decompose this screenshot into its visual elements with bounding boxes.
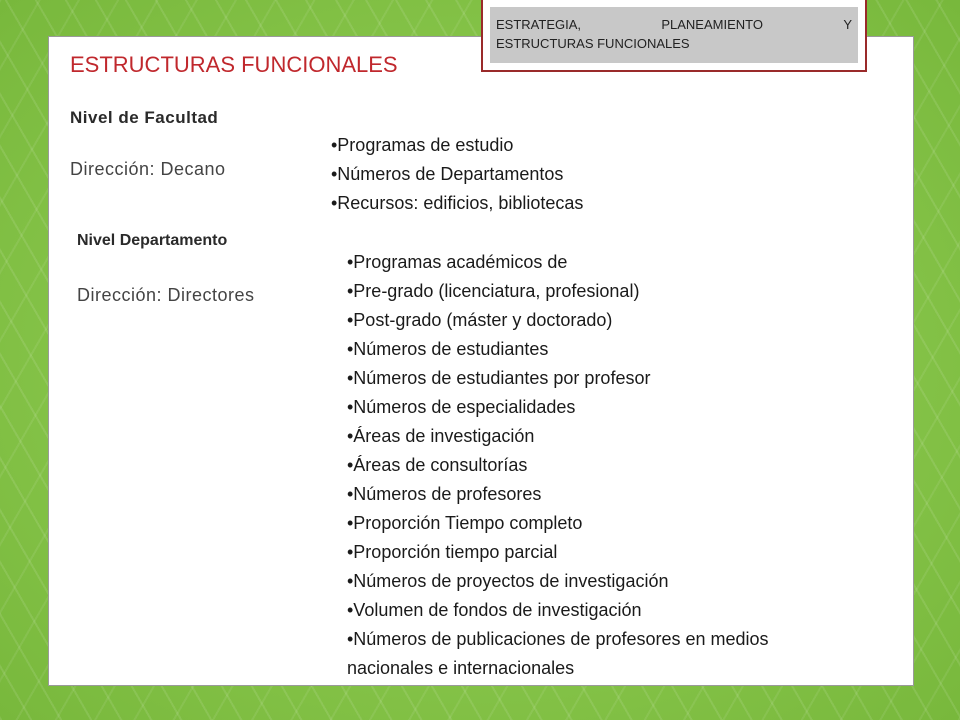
list-item: •Números de Departamentos [331,164,564,184]
list-item: •Números de proyectos de investigación [347,571,669,591]
list-item: •Programas académicos de [347,252,568,272]
slide-title: ESTRUCTURAS FUNCIONALES [70,52,398,77]
departamento-list [347,248,827,683]
list-item: •Números de especialidades [347,397,576,417]
header-word: PLANEAMIENTO [661,17,763,32]
header-line-1 [496,15,852,34]
facultad-list [331,131,583,218]
list-item: •Números de publicaciones de profesores en medios nacionales e internacionales [347,629,769,678]
list-item: •Proporción Tiempo completo [347,513,583,533]
departamento-direction: Dirección: Directores [77,285,255,305]
list-item: •Volumen de fondos de investigación [347,600,642,620]
list-item: •Números de profesores [347,484,542,504]
list-item: •Áreas de consultorías [347,455,528,475]
header-word: Y [843,17,852,32]
list-item: •Áreas de investigación [347,426,535,446]
list-item: •Post-grado (máster y doctorado) [347,310,613,330]
list-item: •Programas de estudio [331,135,514,155]
facultad-heading: Nivel de Facultad [70,108,219,127]
list-item: •Números de estudiantes [347,339,549,359]
header-callout [481,0,867,72]
list-item: •Números de estudiantes por profesor [347,368,651,388]
list-item: •Pre-grado (licenciatura, profesional) [347,281,640,301]
departamento-heading: Nivel Departamento [77,232,228,249]
header-line-2: ESTRUCTURAS FUNCIONALES [496,36,690,51]
list-item: •Proporción tiempo parcial [347,542,558,562]
header-callout-inner [490,7,858,63]
header-word: ESTRATEGIA, [496,17,581,32]
facultad-direction: Dirección: Decano [70,159,226,179]
list-item: •Recursos: edificios, bibliotecas [331,193,584,213]
